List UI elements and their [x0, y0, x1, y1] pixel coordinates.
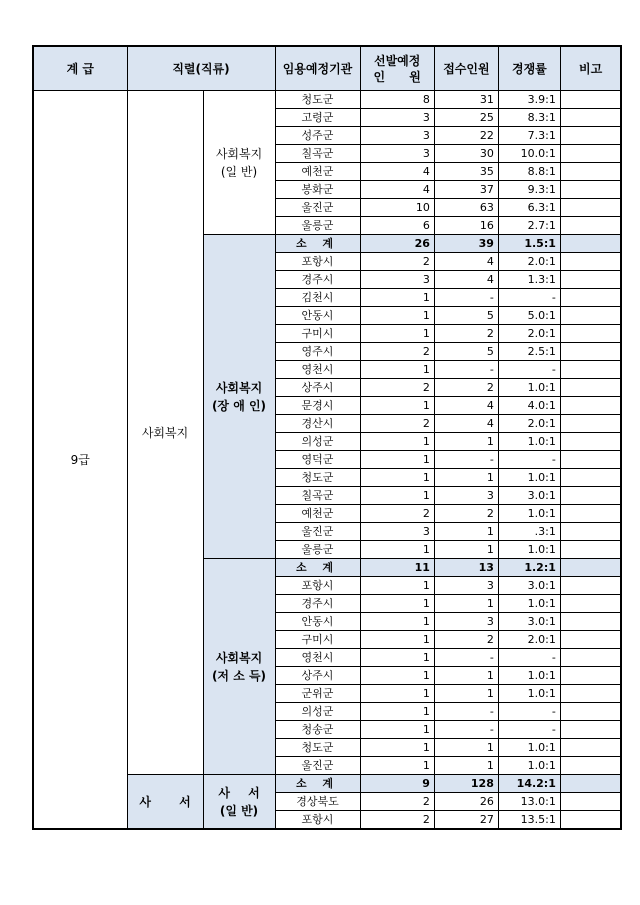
agency-cell: 울릉군 [275, 541, 360, 559]
group-lowincome-line2: (저 소 득) [211, 668, 267, 683]
subtotal-label: 소 계 [275, 559, 360, 577]
planned-cell: 2 [360, 505, 434, 523]
agency-cell: 경주시 [275, 595, 360, 613]
remark-cell [560, 307, 621, 325]
ratio-cell: 3.0:1 [498, 487, 560, 505]
applicants-cell: 2 [434, 325, 498, 343]
applicants-cell: 1 [434, 685, 498, 703]
agency-cell: 영덕군 [275, 451, 360, 469]
planned-cell: 1 [360, 397, 434, 415]
group-disabled [203, 235, 275, 559]
applicants-cell: 5 [434, 307, 498, 325]
applicants-cell: - [434, 361, 498, 379]
applicants-cell: - [434, 721, 498, 739]
planned-cell: 2 [360, 415, 434, 433]
header-ratio: 경쟁률 [498, 46, 560, 91]
subtotal-planned: 11 [360, 559, 434, 577]
subtotal-label: 소 계 [275, 775, 360, 793]
planned-cell: 1 [360, 703, 434, 721]
planned-cell: 10 [360, 199, 434, 217]
planned-cell: 1 [360, 433, 434, 451]
agency-cell: 영주시 [275, 343, 360, 361]
planned-cell: 1 [360, 613, 434, 631]
planned-cell: 4 [360, 181, 434, 199]
group-librarian-line1: 사 서 [218, 785, 260, 800]
applicants-cell: 1 [434, 433, 498, 451]
remark-cell [560, 685, 621, 703]
remark-cell [560, 469, 621, 487]
remark-cell [560, 145, 621, 163]
ratio-cell: 3.0:1 [498, 613, 560, 631]
applicants-cell: 1 [434, 667, 498, 685]
agency-cell: 경주시 [275, 271, 360, 289]
ratio-cell: - [498, 721, 560, 739]
planned-cell: 3 [360, 109, 434, 127]
remark-cell [560, 631, 621, 649]
ratio-cell: - [498, 451, 560, 469]
applicants-cell: 1 [434, 541, 498, 559]
subtotal-applicants: 39 [434, 235, 498, 253]
remark-cell [560, 127, 621, 145]
agency-cell: 울릉군 [275, 217, 360, 235]
ratio-cell: 1.0:1 [498, 469, 560, 487]
applicants-cell: - [434, 289, 498, 307]
planned-cell: 1 [360, 307, 434, 325]
group-general [203, 91, 275, 235]
planned-cell: 1 [360, 739, 434, 757]
agency-cell: 의성군 [275, 433, 360, 451]
table-body [33, 91, 621, 830]
group-general-line1: 사회복지 [215, 146, 263, 161]
planned-cell: 4 [360, 163, 434, 181]
applicants-cell: 2 [434, 631, 498, 649]
planned-cell: 2 [360, 793, 434, 811]
recruitment-table [32, 45, 622, 830]
ratio-cell: 1.0:1 [498, 685, 560, 703]
agency-cell: 상주시 [275, 667, 360, 685]
planned-cell: 3 [360, 127, 434, 145]
group-librarian-line2: (일 반) [219, 803, 259, 818]
applicants-cell: 2 [434, 505, 498, 523]
table-row [33, 91, 621, 109]
applicants-cell: 1 [434, 469, 498, 487]
planned-cell: 1 [360, 721, 434, 739]
agency-cell: 안동시 [275, 613, 360, 631]
ratio-cell: 9.3:1 [498, 181, 560, 199]
planned-cell: 1 [360, 649, 434, 667]
applicants-cell: 3 [434, 577, 498, 595]
remark-cell [560, 595, 621, 613]
remark-cell [560, 451, 621, 469]
ratio-cell: 8.3:1 [498, 109, 560, 127]
ratio-cell: 2.0:1 [498, 415, 560, 433]
header-remark: 비고 [560, 46, 621, 91]
ratio-cell: - [498, 703, 560, 721]
planned-cell: 1 [360, 595, 434, 613]
remark-cell [560, 271, 621, 289]
ratio-cell: 10.0:1 [498, 145, 560, 163]
header-planned [360, 46, 434, 91]
agency-cell: 구미시 [275, 631, 360, 649]
remark-cell [560, 811, 621, 830]
applicants-cell: 31 [434, 91, 498, 109]
group-lowincome-line1: 사회복지 [215, 650, 263, 665]
remark-cell [560, 235, 621, 253]
remark-cell [560, 541, 621, 559]
agency-cell: 상주시 [275, 379, 360, 397]
ratio-cell: 2.7:1 [498, 217, 560, 235]
subtotal-ratio: 1.2:1 [498, 559, 560, 577]
subtotal-label: 소 계 [275, 235, 360, 253]
remark-cell [560, 325, 621, 343]
ratio-cell: 1.0:1 [498, 667, 560, 685]
applicants-cell: - [434, 451, 498, 469]
agency-cell: 김천시 [275, 289, 360, 307]
planned-cell: 1 [360, 667, 434, 685]
subtotal-applicants: 13 [434, 559, 498, 577]
remark-cell [560, 397, 621, 415]
agency-cell: 칠곡군 [275, 487, 360, 505]
grade-cell: 9급 [33, 91, 127, 830]
planned-cell: 3 [360, 145, 434, 163]
remark-cell [560, 289, 621, 307]
applicants-cell: 26 [434, 793, 498, 811]
applicants-cell: 1 [434, 757, 498, 775]
series-cell: 사회복지 [127, 91, 203, 775]
remark-cell [560, 523, 621, 541]
planned-cell: 1 [360, 631, 434, 649]
remark-cell [560, 775, 621, 793]
agency-cell: 청도군 [275, 91, 360, 109]
ratio-cell: .3:1 [498, 523, 560, 541]
agency-cell: 포항시 [275, 253, 360, 271]
ratio-cell: 6.3:1 [498, 199, 560, 217]
ratio-cell: - [498, 649, 560, 667]
subtotal-planned: 26 [360, 235, 434, 253]
ratio-cell: 3.0:1 [498, 577, 560, 595]
applicants-cell: 25 [434, 109, 498, 127]
header-agency: 임용예정기관 [275, 46, 360, 91]
planned-cell: 2 [360, 379, 434, 397]
applicants-cell: 4 [434, 415, 498, 433]
applicants-cell: 4 [434, 397, 498, 415]
remark-cell [560, 199, 621, 217]
ratio-cell: 2.0:1 [498, 631, 560, 649]
remark-cell [560, 181, 621, 199]
header-planned-line1: 선발예정 [374, 53, 421, 68]
remark-cell [560, 793, 621, 811]
group-disabled-line1: 사회복지 [215, 380, 263, 395]
agency-cell: 문경시 [275, 397, 360, 415]
agency-cell: 성주군 [275, 127, 360, 145]
header-grade: 계 급 [33, 46, 127, 91]
planned-cell: 2 [360, 811, 434, 830]
header-series: 직렬(직류) [127, 46, 275, 91]
ratio-cell: 1.0:1 [498, 739, 560, 757]
remark-cell [560, 739, 621, 757]
agency-cell: 청송군 [275, 721, 360, 739]
applicants-cell: 27 [434, 811, 498, 830]
ratio-cell: 13.0:1 [498, 793, 560, 811]
ratio-cell: - [498, 289, 560, 307]
agency-cell: 청도군 [275, 469, 360, 487]
remark-cell [560, 703, 621, 721]
applicants-cell: 16 [434, 217, 498, 235]
agency-cell: 의성군 [275, 703, 360, 721]
subtotal-ratio: 14.2:1 [498, 775, 560, 793]
ratio-cell: 2.0:1 [498, 253, 560, 271]
remark-cell [560, 613, 621, 631]
applicants-cell: 4 [434, 271, 498, 289]
remark-cell [560, 109, 621, 127]
ratio-cell: 5.0:1 [498, 307, 560, 325]
ratio-cell: 1.0:1 [498, 757, 560, 775]
remark-cell [560, 721, 621, 739]
ratio-cell: 1.0:1 [498, 541, 560, 559]
agency-cell: 포항시 [275, 811, 360, 830]
agency-cell: 청도군 [275, 739, 360, 757]
agency-cell: 봉화군 [275, 181, 360, 199]
agency-cell: 칠곡군 [275, 145, 360, 163]
ratio-cell: - [498, 361, 560, 379]
agency-cell: 예천군 [275, 505, 360, 523]
remark-cell [560, 559, 621, 577]
agency-cell: 울진군 [275, 523, 360, 541]
remark-cell [560, 217, 621, 235]
applicants-cell: - [434, 649, 498, 667]
applicants-cell: 35 [434, 163, 498, 181]
remark-cell [560, 343, 621, 361]
planned-cell: 1 [360, 451, 434, 469]
remark-cell [560, 361, 621, 379]
applicants-cell: - [434, 703, 498, 721]
remark-cell [560, 433, 621, 451]
agency-cell: 고령군 [275, 109, 360, 127]
planned-cell: 1 [360, 289, 434, 307]
remark-cell [560, 649, 621, 667]
planned-cell: 3 [360, 523, 434, 541]
ratio-cell: 1.0:1 [498, 505, 560, 523]
agency-cell: 울진군 [275, 757, 360, 775]
header-row [33, 46, 621, 91]
planned-cell: 3 [360, 271, 434, 289]
header-planned-line2: 인 원 [373, 69, 431, 84]
ratio-cell: 1.0:1 [498, 379, 560, 397]
applicants-cell: 63 [434, 199, 498, 217]
subtotal-ratio: 1.5:1 [498, 235, 560, 253]
agency-cell: 경산시 [275, 415, 360, 433]
applicants-cell: 3 [434, 487, 498, 505]
remark-cell [560, 487, 621, 505]
applicants-cell: 22 [434, 127, 498, 145]
planned-cell: 1 [360, 757, 434, 775]
ratio-cell: 2.0:1 [498, 325, 560, 343]
remark-cell [560, 757, 621, 775]
planned-cell: 2 [360, 343, 434, 361]
agency-cell: 예천군 [275, 163, 360, 181]
applicants-cell: 4 [434, 253, 498, 271]
applicants-cell: 1 [434, 523, 498, 541]
recruitment-table-page [32, 45, 622, 830]
remark-cell [560, 667, 621, 685]
planned-cell: 1 [360, 469, 434, 487]
planned-cell: 1 [360, 325, 434, 343]
applicants-cell: 5 [434, 343, 498, 361]
ratio-cell: 1.3:1 [498, 271, 560, 289]
ratio-cell: 2.5:1 [498, 343, 560, 361]
planned-cell: 1 [360, 577, 434, 595]
remark-cell [560, 91, 621, 109]
ratio-cell: 8.8:1 [498, 163, 560, 181]
applicants-cell: 37 [434, 181, 498, 199]
librarian-series-cell: 사 서 [127, 775, 203, 830]
ratio-cell: 4.0:1 [498, 397, 560, 415]
planned-cell: 1 [360, 685, 434, 703]
remark-cell [560, 415, 621, 433]
header-applicants: 접수인원 [434, 46, 498, 91]
agency-cell: 경상북도 [275, 793, 360, 811]
remark-cell [560, 253, 621, 271]
agency-cell: 울진군 [275, 199, 360, 217]
group-lowincome [203, 559, 275, 775]
remark-cell [560, 163, 621, 181]
agency-cell: 구미시 [275, 325, 360, 343]
ratio-cell: 7.3:1 [498, 127, 560, 145]
group-general-line2: (일 반) [220, 164, 258, 179]
group-disabled-line2: (장 애 인) [211, 398, 267, 413]
applicants-cell: 30 [434, 145, 498, 163]
applicants-cell: 3 [434, 613, 498, 631]
applicants-cell: 2 [434, 379, 498, 397]
remark-cell [560, 577, 621, 595]
ratio-cell: 13.5:1 [498, 811, 560, 830]
applicants-cell: 1 [434, 595, 498, 613]
planned-cell: 1 [360, 541, 434, 559]
subtotal-applicants: 128 [434, 775, 498, 793]
ratio-cell: 3.9:1 [498, 91, 560, 109]
ratio-cell: 1.0:1 [498, 595, 560, 613]
agency-cell: 군위군 [275, 685, 360, 703]
planned-cell: 1 [360, 361, 434, 379]
group-librarian [203, 775, 275, 830]
planned-cell: 6 [360, 217, 434, 235]
ratio-cell: 1.0:1 [498, 433, 560, 451]
remark-cell [560, 379, 621, 397]
agency-cell: 포항시 [275, 577, 360, 595]
agency-cell: 영천시 [275, 649, 360, 667]
planned-cell: 8 [360, 91, 434, 109]
agency-cell: 영천시 [275, 361, 360, 379]
planned-cell: 2 [360, 253, 434, 271]
remark-cell [560, 505, 621, 523]
applicants-cell: 1 [434, 739, 498, 757]
subtotal-planned: 9 [360, 775, 434, 793]
agency-cell: 안동시 [275, 307, 360, 325]
planned-cell: 1 [360, 487, 434, 505]
